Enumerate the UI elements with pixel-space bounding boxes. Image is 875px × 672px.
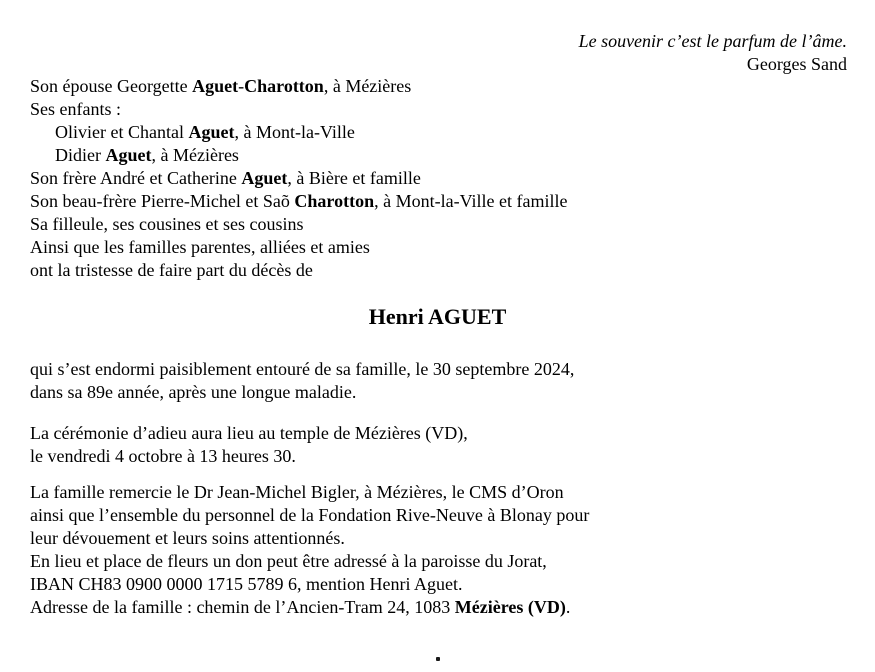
text-run: Aguet: [241, 168, 288, 188]
text-line: [30, 98, 567, 121]
thanks-and-address: [30, 481, 589, 619]
text-run: Charotton: [294, 191, 375, 211]
text-run: le vendredi 4 octobre à 13 heures 30.: [30, 446, 296, 466]
text-line: [30, 121, 567, 144]
epigraph-quote: [579, 30, 847, 76]
text-run: La cérémonie d’adieu aura lieu au temple de Mézières (VD),: [30, 423, 468, 443]
ceremony-details: [30, 422, 468, 468]
text-run: , à Mont-la-Ville et famille: [374, 191, 568, 211]
text-run: , à Bière et famille: [287, 168, 421, 188]
text-line: [579, 30, 847, 53]
text-run: Sa filleule, ses cousines et ses cousins: [30, 214, 304, 234]
text-line: [30, 596, 589, 619]
text-run: Ses enfants :: [30, 99, 121, 119]
text-line: [30, 504, 589, 527]
text-run: Le souvenir c’est le parfum de l’âme.: [578, 31, 847, 51]
text-line: [30, 236, 567, 259]
text-line: [30, 358, 574, 381]
text-run: Ainsi que les familles parentes, alliées et amies: [30, 237, 370, 257]
text-line: [30, 445, 468, 468]
text-run: , à Mézières: [323, 76, 412, 96]
text-run: dans sa 89e année, après une longue maladie.: [30, 382, 357, 402]
text-run: ont la tristesse de faire part du décès de: [30, 260, 313, 280]
text-run: Charotton: [244, 76, 324, 96]
text-run: Aguet: [188, 122, 235, 142]
text-line: [30, 75, 567, 98]
text-line: [30, 481, 589, 504]
text-run: Didier: [55, 145, 106, 165]
text-run: Mézières (VD): [454, 597, 566, 617]
text-line: [30, 527, 589, 550]
text-line: [30, 144, 567, 167]
text-run: .: [565, 597, 571, 617]
death-details: [30, 358, 574, 404]
text-run: -: [238, 76, 245, 96]
text-run: IBAN CH83 0900 0000 1715 5789 6, mention Henri Aguet.: [30, 574, 463, 594]
text-run: Aguet: [105, 145, 152, 165]
text-run: La famille remercie le Dr Jean-Michel Bigler, à Mézières, le CMS d’Oron: [30, 482, 564, 502]
text-run: Son beau-frère Pierre-Michel et Saõ: [30, 191, 295, 211]
text-line: [30, 213, 567, 236]
footer-dot: [436, 657, 440, 661]
family-announcement: [30, 75, 567, 282]
text-run: qui s’est endormi paisiblement entouré de sa famille, le 30 septembre 2024,: [30, 359, 575, 379]
text-run: Son frère André et Catherine: [30, 168, 242, 188]
text-run: , à Mont-la-Ville: [234, 122, 355, 142]
text-run: En lieu et place de fleurs un don peut être adressé à la paroisse du Jorat,: [30, 551, 547, 571]
deceased-name: Henri AGUET: [368, 304, 507, 329]
text-run: Georges Sand: [746, 54, 847, 74]
text-line: [30, 381, 574, 404]
text-run: ainsi que l’ensemble du personnel de la Fondation Rive-Neuve à Blonay pour: [30, 505, 590, 525]
text-line: [30, 167, 567, 190]
text-run: Son épouse Georgette: [30, 76, 193, 96]
text-run: , à Mézières: [151, 145, 239, 165]
text-line: [30, 422, 468, 445]
text-line: [579, 53, 847, 76]
text-run: Olivier et Chantal: [55, 122, 189, 142]
text-run: Adresse de la famille : chemin de l’Ancien-Tram 24, 1083: [30, 597, 455, 617]
text-run: leur dévouement et leurs soins attentionnés.: [30, 528, 345, 548]
text-line: [30, 259, 567, 282]
text-line: [30, 550, 589, 573]
text-line: [30, 190, 567, 213]
text-line: [30, 573, 589, 596]
text-run: Aguet: [192, 76, 239, 96]
